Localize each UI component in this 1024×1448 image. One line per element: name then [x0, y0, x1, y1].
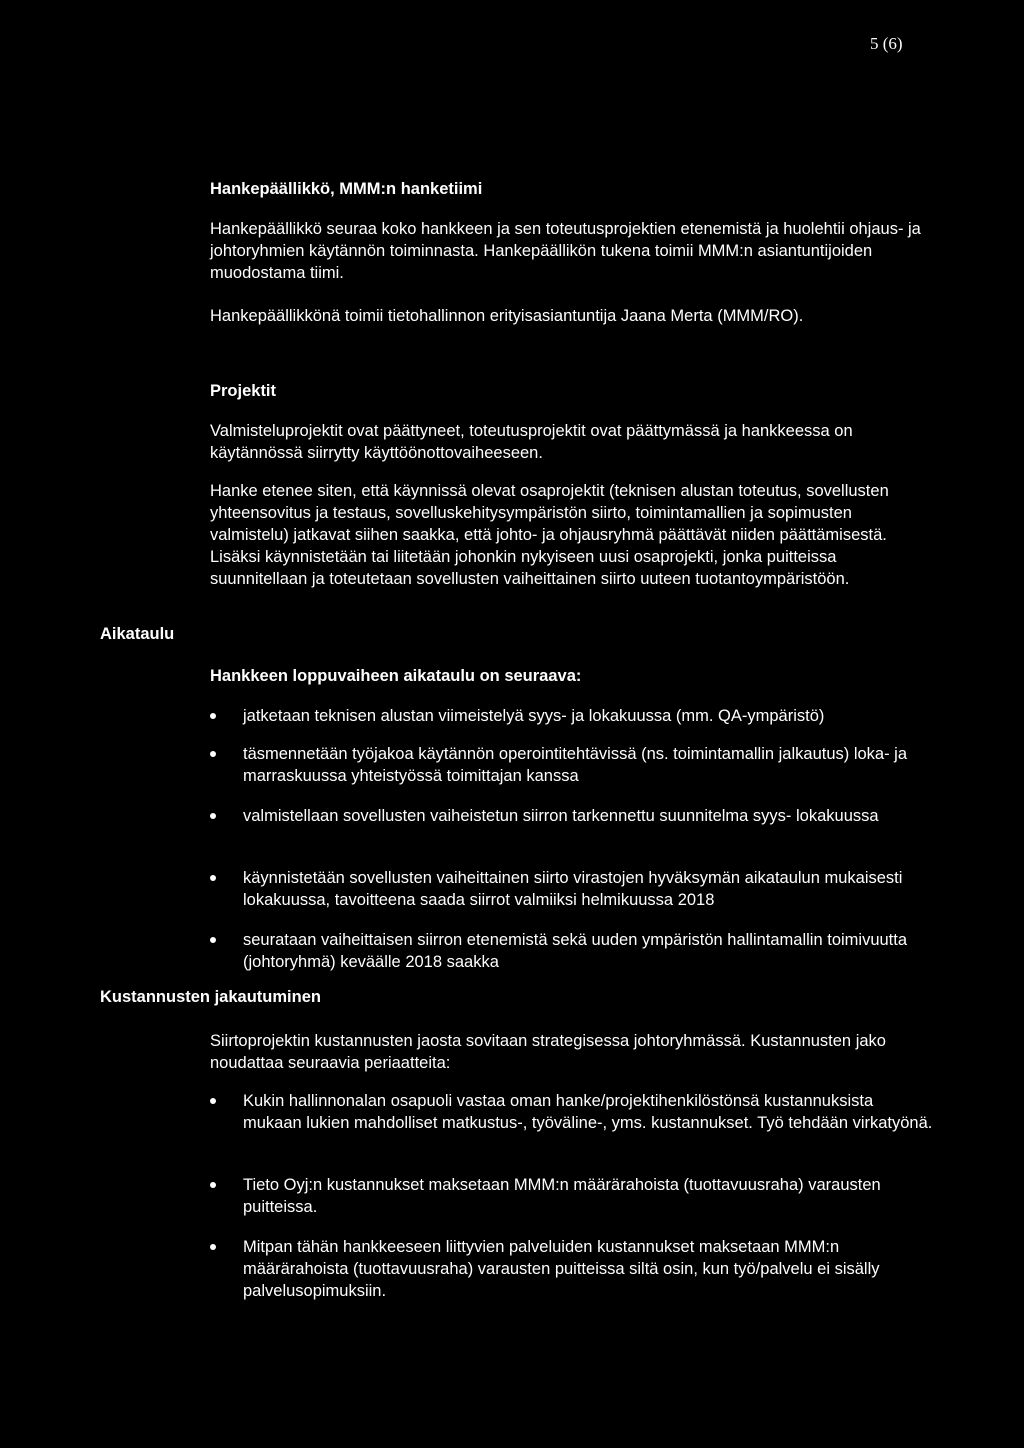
schedule-heading-block — [210, 665, 930, 687]
schedule-list-item — [210, 743, 933, 787]
schedule-side-heading: Aikataulu — [100, 625, 175, 643]
costs-side-heading: Kustannusten jakautuminen — [100, 988, 321, 1006]
schedule-item-text: jatketaan teknisen alustan viimeistelyä syys- ja lokakuussa (mm. QA-ympäristö) — [243, 707, 825, 725]
bullet-icon — [210, 937, 216, 943]
bullet-icon — [210, 751, 216, 757]
schedule-heading: Hankkeen loppuvaiheen aikataulu on seuraava: — [210, 667, 582, 685]
bullet-icon — [210, 875, 216, 881]
schedule-list-item — [210, 705, 933, 727]
project-manager-paragraph-2-block — [210, 305, 930, 327]
page-number: 5 (6) — [870, 34, 903, 53]
costs-paragraph-block — [210, 1030, 935, 1074]
bullet-icon — [210, 1244, 216, 1250]
projects-paragraph-2: Hanke etenee siten, että käynnissä olevat osaprojektit (teknisen alustan toteutus, sovellusten yhteensovitus ja testaus, sovelluskehitysympäristön siirto, toimintamallien ja sopimusten valmistelu) jatkavat siihen saakka, että johto- ja ohjausryhmä päättävät niiden päättämisestä. Lisäksi käynnistetään tai liitetään johonkin nykyiseen uusi osaprojekti, jonka puitteissa suunnitellaan ja toteutetaan sovellusten vaiheittainen siirto uuteen tuotantoympäristöön. — [210, 482, 889, 588]
projects-paragraph-1: Valmisteluprojektit ovat päättyneet, toteutusprojektit ovat päättymässä ja hankkeessa on käytännössä siirrytty käyttöönottovaiheeseen. — [210, 422, 853, 462]
schedule-item-text: käynnistetään sovellusten vaiheittainen siirto virastojen hyväksymän aikataulun mukaisesti lokakuussa, tavoitteena saada siirrot valmiiksi helmikuussa 2018 — [243, 869, 903, 909]
schedule-item-text: seurataan vaiheittaisen siirron etenemistä sekä uuden ympäristön hallintamallin toimivuutta (johtoryhmä) keväälle 2018 saakka — [243, 931, 908, 971]
schedule-list-item — [210, 805, 933, 827]
projects-paragraph-1-block — [210, 420, 935, 464]
costs-item-text: Mitpan tähän hankkeeseen liittyvien palveluiden kustannukset maksetaan MMM:n määrärahoista (tuottavuusraha) varausten puitteissa siltä osin, kun työ/palvelu ei sisälly palvelusopimuksiin. — [243, 1238, 880, 1300]
bullet-icon — [210, 813, 216, 819]
bullet-icon — [210, 713, 216, 719]
project-manager-paragraph-2: Hankepäällikkönä toimii tietohallinnon erityisasiantuntija Jaana Merta (MMM/RO). — [210, 307, 804, 325]
project-manager-section — [210, 178, 930, 200]
schedule-list-item — [210, 867, 933, 911]
projects-paragraph-2-block — [210, 480, 928, 590]
costs-list-item — [210, 1174, 933, 1218]
costs-paragraph: Siirtoprojektin kustannusten jaosta sovitaan strategisessa johtoryhmässä. Kustannusten jako noudattaa seuraavia periaatteita: — [210, 1032, 886, 1072]
costs-item-text: Tieto Oyj:n kustannukset maksetaan MMM:n määrärahoista (tuottavuusraha) varausten puitteissa. — [243, 1176, 881, 1216]
costs-list-item — [210, 1090, 933, 1134]
bullet-icon — [210, 1098, 216, 1104]
costs-list-item — [210, 1236, 933, 1302]
schedule-item-text: täsmennetään työjakoa käytännön operointitehtävissä (ns. toimintamallin jalkautus) loka- ja marraskuussa yhteistyössä toimittajan kanssa — [243, 745, 908, 785]
projects-section — [210, 380, 930, 402]
project-manager-paragraph-1: Hankepäällikkö seuraa koko hankkeen ja sen toteutusprojektien etenemistä ja huolehtii ohjaus- ja johtoryhmien käytännön toiminnasta. Hankepäällikön tukena toimii MMM:n asiantuntijoiden muodostama tiimi. — [210, 220, 921, 282]
costs-item-text: Kukin hallinnonalan osapuoli vastaa oman hanke/projektihenkilöstönsä kustannuksista mukaan lukien mahdolliset matkustus-, työväline-, yms. kustannukset. Työ tehdään virkatyönä. — [243, 1092, 933, 1132]
schedule-list-item — [210, 929, 933, 973]
schedule-item-text: valmistellaan sovellusten vaiheistetun siirron tarkennettu suunnitelma syys- lokakuussa — [243, 807, 879, 825]
bullet-icon — [210, 1182, 216, 1188]
project-manager-paragraph-1-block — [210, 218, 922, 284]
project-manager-heading: Hankepäällikkö, MMM:n hanketiimi — [210, 180, 483, 198]
projects-heading: Projektit — [210, 382, 277, 400]
